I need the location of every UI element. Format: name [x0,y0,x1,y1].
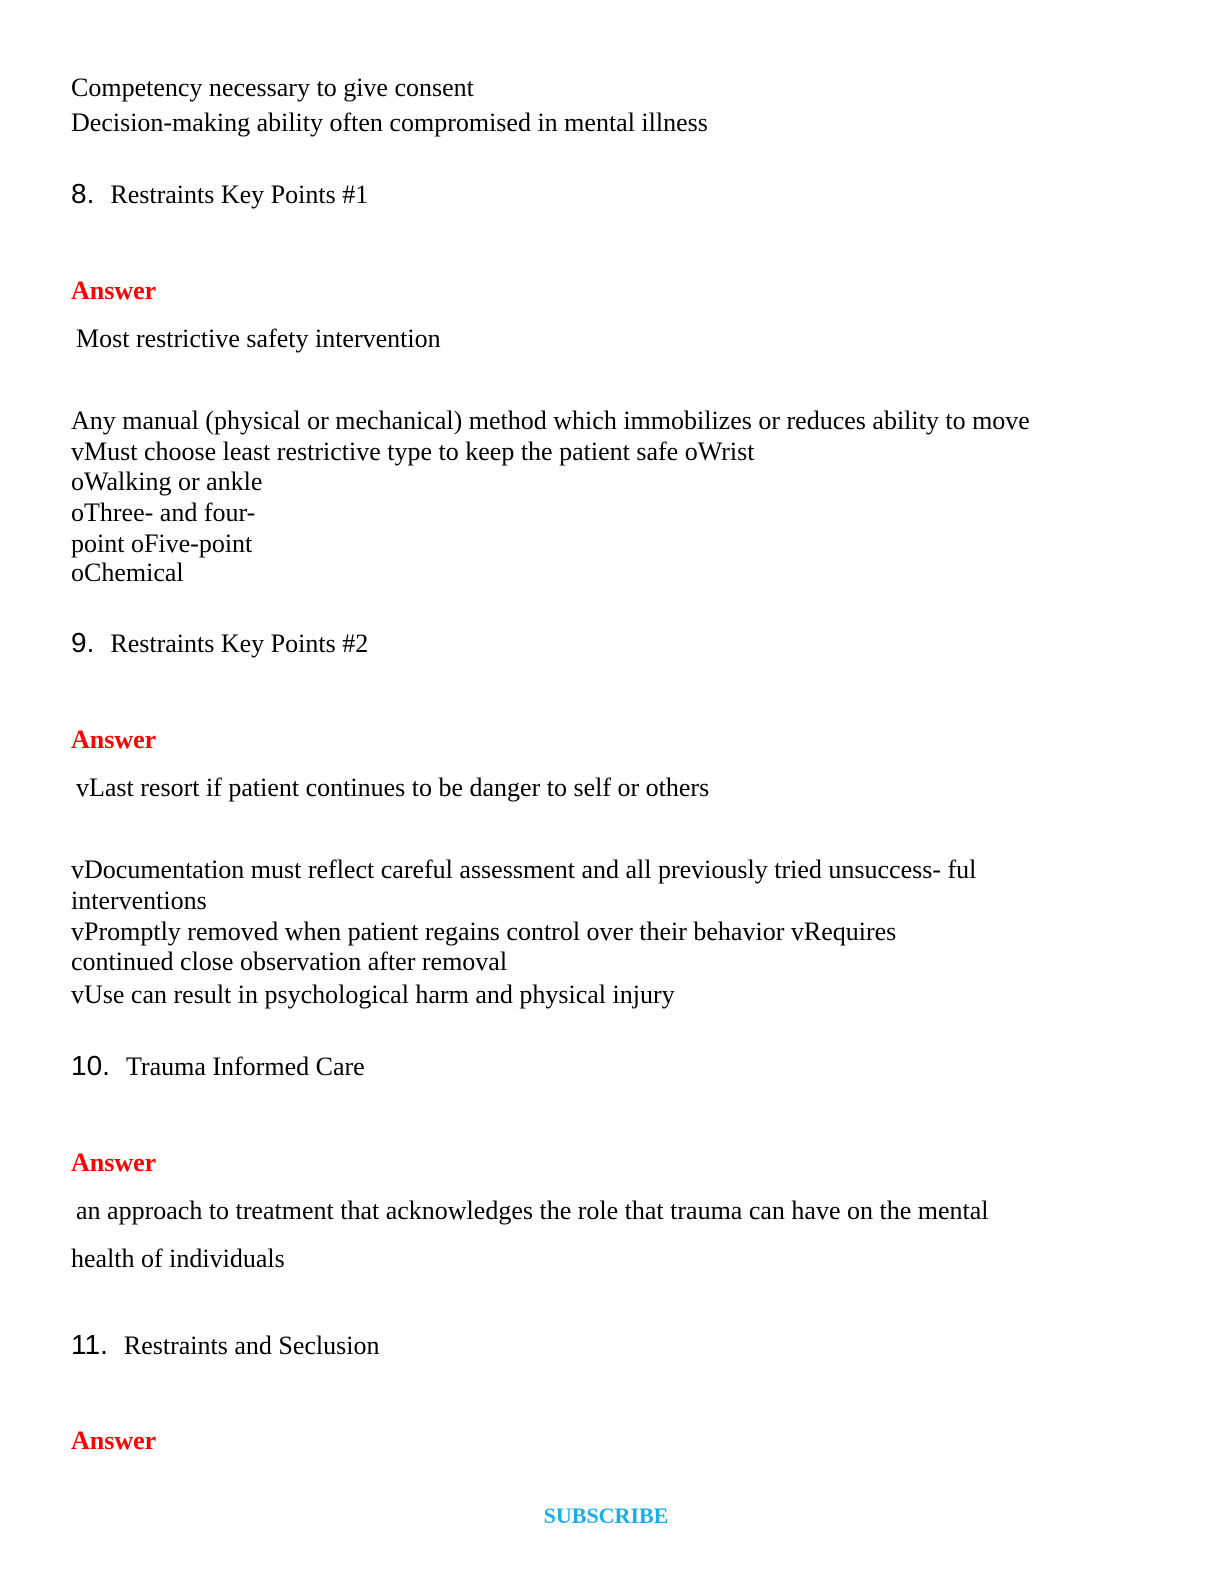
answer-label: Answer [71,1148,157,1177]
question-title: Trauma Informed Care [125,1052,365,1081]
detail-line: oThree- and four- [71,498,256,527]
answer-text: vLast resort if patient continues to be danger to self or others [76,773,710,802]
question-number: 9. [71,627,95,658]
question-number: 11. [71,1329,108,1360]
detail-line: oWalking or ankle [71,467,263,496]
question-title: Restraints Key Points #1 [110,180,369,209]
question-number: 8. [71,178,95,209]
answer-text: Most restrictive safety intervention [76,324,441,353]
answer-label: Answer [71,1426,157,1455]
question-title: Restraints and Seclusion [123,1331,380,1360]
answer-text: health of individuals [71,1244,285,1273]
question-11 [71,1330,380,1361]
intro-line: Decision-making ability often compromised in mental illness [71,108,708,137]
detail-line: vDocumentation must reflect careful assessment and all previously tried unsuccess- ful [71,855,977,884]
detail-line: vUse can result in psychological harm and physical injury [71,980,675,1009]
question-8 [71,179,368,210]
detail-line: interventions [71,886,207,915]
question-number: 10. [71,1050,110,1081]
intro-line: Competency necessary to give consent [71,73,474,102]
detail-line: continued close observation after removal [71,947,508,976]
answer-text: an approach to treatment that acknowledges the role that trauma can have on the mental [76,1196,989,1225]
detail-line: point oFive-point [71,529,253,558]
question-10 [71,1051,365,1082]
answer-label: Answer [71,276,157,305]
subscribe-link[interactable]: SUBSCRIBE [543,1503,669,1528]
detail-line: vMust choose least restrictive type to keep the patient safe oWrist [71,437,755,466]
detail-line: oChemical [71,558,184,587]
detail-line: Any manual (physical or mechanical) method which immobilizes or reduces ability to move [71,406,1030,435]
question-9 [71,628,368,659]
detail-line: vPromptly removed when patient regains control over their behavior vRequires [71,917,897,946]
answer-label: Answer [71,725,157,754]
question-title: Restraints Key Points #2 [110,629,369,658]
